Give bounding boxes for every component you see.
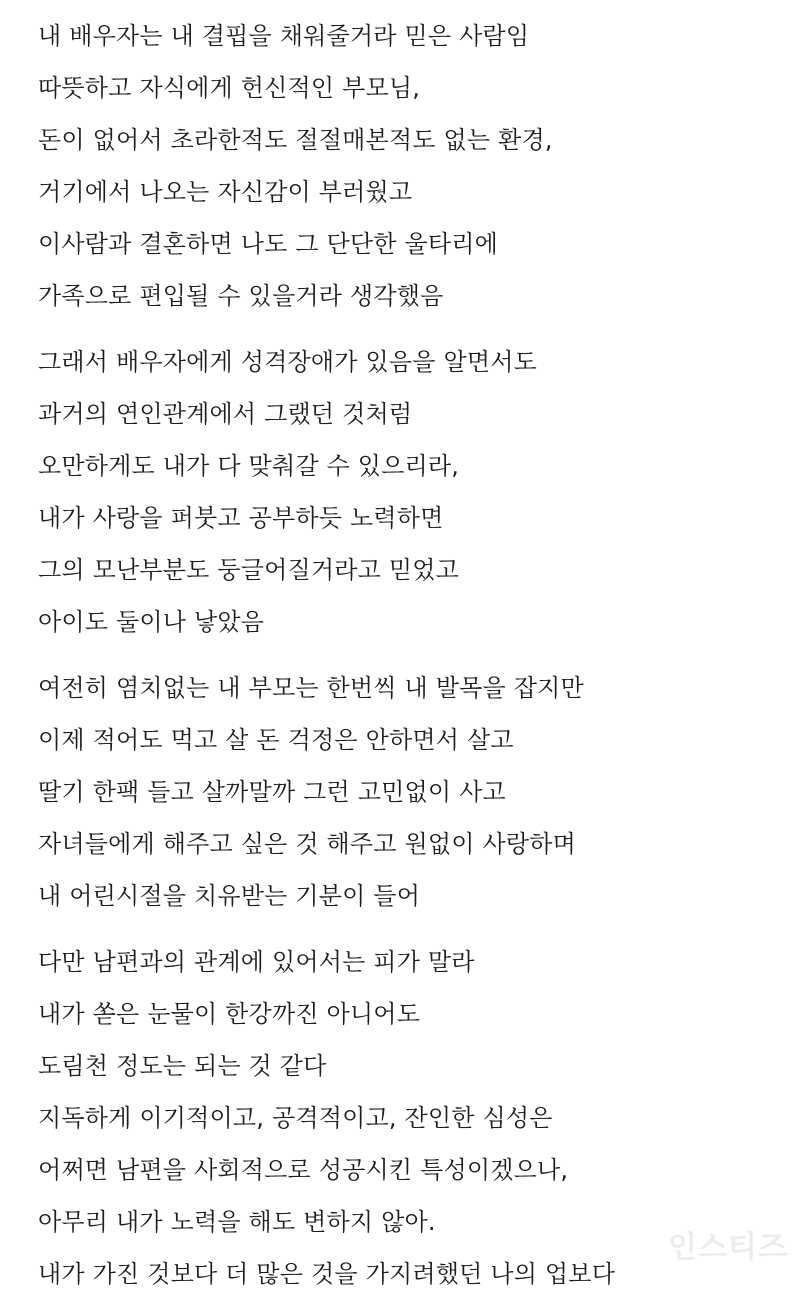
text-line: 내 배우자는 내 결핍을 채워줄거라 믿은 사람임 (38, 22, 530, 50)
text-line: 아이도 둘이나 낳았음 (38, 608, 265, 636)
text-line: 내가 가진 것보다 더 많은 것을 가지려했던 나의 업보다 (38, 1260, 616, 1288)
text-line: 가족으로 편입될 수 있을거라 생각했음 (38, 282, 444, 310)
text-line: 이제 적어도 먹고 살 돈 걱정은 안하면서 살고 (38, 726, 514, 754)
text-line: 딸기 한팩 들고 살까말까 그런 고민없이 사고 (38, 778, 506, 806)
text-line: 내가 사랑을 퍼붓고 공부하듯 노력하면 (38, 504, 444, 532)
text-line: 그래서 배우자에게 성격장애가 있음을 알면서도 (38, 348, 537, 376)
text-line: 이사람과 결혼하면 나도 그 단단한 울타리에 (38, 230, 499, 258)
text-line: 지독하게 이기적이고, 공격적이고, 잔인한 심성은 (38, 1104, 553, 1132)
text-line: 오만하게도 내가 다 맞춰갈 수 있으리라, (38, 452, 460, 480)
text-line: 여전히 염치없는 내 부모는 한번씩 내 발목을 잡지만 (38, 674, 584, 702)
text-line: 그의 모난부분도 둥글어질거라고 믿었고 (38, 556, 460, 584)
text-line: 어쩌면 남편을 사회적으로 성공시킨 특성이겠으나, (38, 1156, 569, 1184)
text-line: 다만 남편과의 관계에 있어서는 피가 말라 (38, 948, 475, 976)
watermark-logo: 인스티즈 (668, 1230, 788, 1265)
text-line: 아무리 내가 노력을 해도 변하지 않아. (38, 1208, 436, 1236)
text-line: 따뜻하고 자식에게 헌신적인 부모님, (38, 74, 421, 102)
text-line: 돈이 없어서 초라한적도 절절매본적도 없는 환경, (38, 126, 553, 154)
text-line: 거기에서 나오는 자신감이 부러웠고 (38, 178, 413, 206)
text-line: 과거의 연인관계에서 그랬던 것처럼 (38, 400, 413, 428)
text-line: 도림천 정도는 되는 것 같다 (38, 1052, 327, 1080)
text-line: 내가 쏟은 눈물이 한강까진 아니어도 (38, 1000, 421, 1028)
text-line: 내 어린시절을 치유받는 기분이 들어 (38, 882, 421, 910)
text-line: 자녀들에게 해주고 싶은 것 해주고 원없이 사랑하며 (38, 830, 577, 858)
